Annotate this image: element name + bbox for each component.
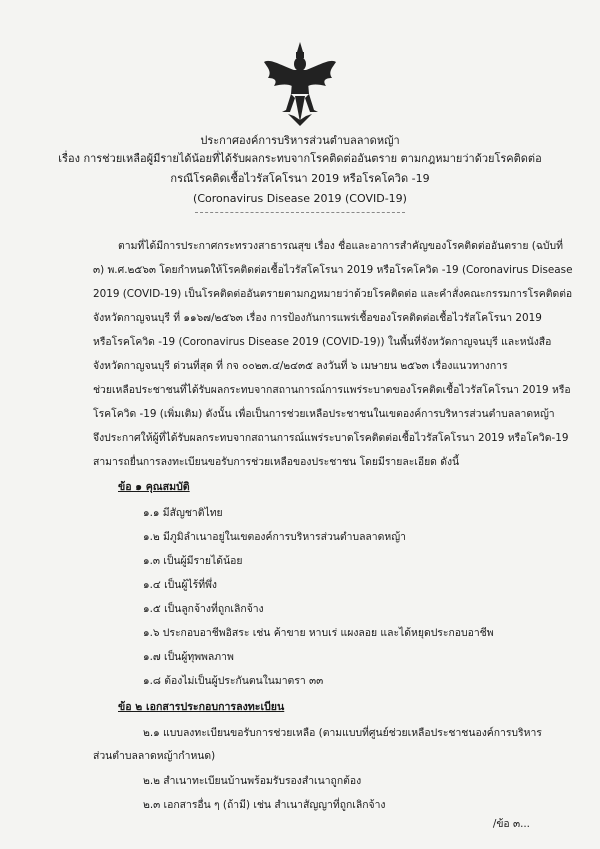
page-continuation: /ข้อ ๓... [492, 818, 530, 830]
header-divider [195, 212, 405, 213]
document-item-2-1: ๒.๑ แบบลงทะเบียนขอรับการช่วยเหลือ (ตามแบบที่ศูนย์ช่วยเหลือประชาชนองค์การบริหาร [143, 727, 542, 739]
section-2-heading: ข้อ ๒ เอกสารประกอบการลงทะเบียน [118, 701, 285, 713]
qualification-item: ๑.๒ มีภูมิลำเนาอยู่ในเขตองค์การบริหารส่วนตำบลลาดหญ้า [143, 531, 406, 543]
body-line: ตามที่ได้มีการประกาศกระทรวงสาธารณสุข เรื่อง ชื่อและอาการสำคัญของโรคติดต่ออันตราย (ฉบับที่ [118, 240, 563, 252]
qualification-item: ๑.๘ ต้องไม่เป็นผู้ประกันตนในมาตรา ๓๓ [143, 675, 324, 687]
section-1-heading: ข้อ ๑ คุณสมบัติ [118, 481, 190, 493]
document-item-2-2: ๒.๒ สำเนาทะเบียนบ้านพร้อมรับรองสำเนาถูกต้อง [143, 775, 362, 787]
qualification-item: ๑.๓ เป็นผู้มีรายได้น้อย [143, 555, 243, 567]
body-line: โรคโควิด -19 (เพิ่มเติม) ดังนั้น เพื่อเป็นการช่วยเหลือประชาชนในเขตองค์การบริหารส่วนตำบลลาดหญ้า [93, 408, 555, 420]
document-item-2-3: ๒.๓ เอกสารอื่น ๆ (ถ้ามี) เช่น สำเนาสัญญาที่ถูกเลิกจ้าง [143, 799, 386, 811]
qualification-item: ๑.๕ เป็นลูกจ้างที่ถูกเลิกจ้าง [143, 603, 264, 615]
body-line: ช่วยเหลือประชาชนที่ได้รับผลกระทบจากสถานการณ์การแพร่ระบาดของโรคติดเชื้อไวรัสโคโรนา 2019 หรือ [93, 384, 571, 396]
qualification-item: ๑.๗ เป็นผู้ทุพพลภาพ [143, 651, 234, 663]
announcement-subject-line-1: เรื่อง การช่วยเหลือผู้มีรายได้น้อยที่ได้รับผลกระทบจากโรคติดต่ออันตราย ตามกฎหมายว่าด้วยโรคติดต่อ [58, 152, 542, 165]
qualification-item: ๑.๑ มีสัญชาติไทย [143, 507, 223, 519]
qualification-item: ๑.๖ ประกอบอาชีพอิสระ เช่น ค้าขาย หาบเร่ แผงลอย และได้หยุดประกอบอาชีพ [143, 627, 494, 639]
qualification-item: ๑.๔ เป็นผู้ไร้ที่พึ่ง [143, 579, 217, 591]
document-item-2-1-cont: ส่วนตำบลลาดหญ้ากำหนด) [93, 750, 216, 762]
announcement-org-title: ประกาศองค์การบริหารส่วนตำบลลาดหญ้า [200, 134, 400, 147]
announcement-subject-line-2: กรณีโรคติดเชื้อไวรัสโคโรนา 2019 หรือโรคโควิด -19 [170, 172, 430, 185]
body-line: จังหวัดกาญจนบุรี ที่ ๑๑๖๗/๒๕๖๓ เรื่อง การป้องกันการแพร่เชื้อของโรคติดต่อเชื้อไวรัสโคโรนา 2019 [93, 312, 542, 324]
body-line: ๓) พ.ศ.๒๕๖๓ โดยกำหนดให้โรคติดต่อเชื้อไวรัสโคโรนา 2019 หรือโรคโควิด -19 (Coronavirus Disease [93, 264, 573, 276]
body-line: จังหวัดกาญจนบุรี ด่วนที่สุด ที่ กจ ๐๐๒๓.๔/๒๔๓๕ ลงวันที่ ๖ เมษายน ๒๕๖๓ เรื่องแนวทางการ [93, 360, 508, 372]
body-line: สามารถยื่นการลงทะเบียนขอรับการช่วยเหลือของประชาชน โดยมีรายละเอียด ดังนี้ [93, 456, 460, 468]
body-line: หรือโรคโควิด -19 (Coronavirus Disease 2019 (COVID-19)) ในพื้นที่จังหวัดกาญจนบุรี และหนังสือ [93, 336, 552, 348]
garuda-emblem-icon [262, 40, 338, 126]
announcement-subject-line-3: (Coronavirus Disease 2019 (COVID-19) [193, 192, 407, 205]
body-line: 2019 (COVID-19) เป็นโรคติดต่ออันตรายตามกฎหมายว่าด้วยโรคติดต่อ และคำสั่งคณะกรรมการโรคติดต่อ [93, 288, 573, 300]
body-line: จึงประกาศให้ผู้ที่ได้รับผลกระทบจากสถานการณ์แพร่ระบาดโรคติดต่อเชื้อไวรัสโคโรนา 2019 หรือโควิด-19 [93, 432, 569, 444]
